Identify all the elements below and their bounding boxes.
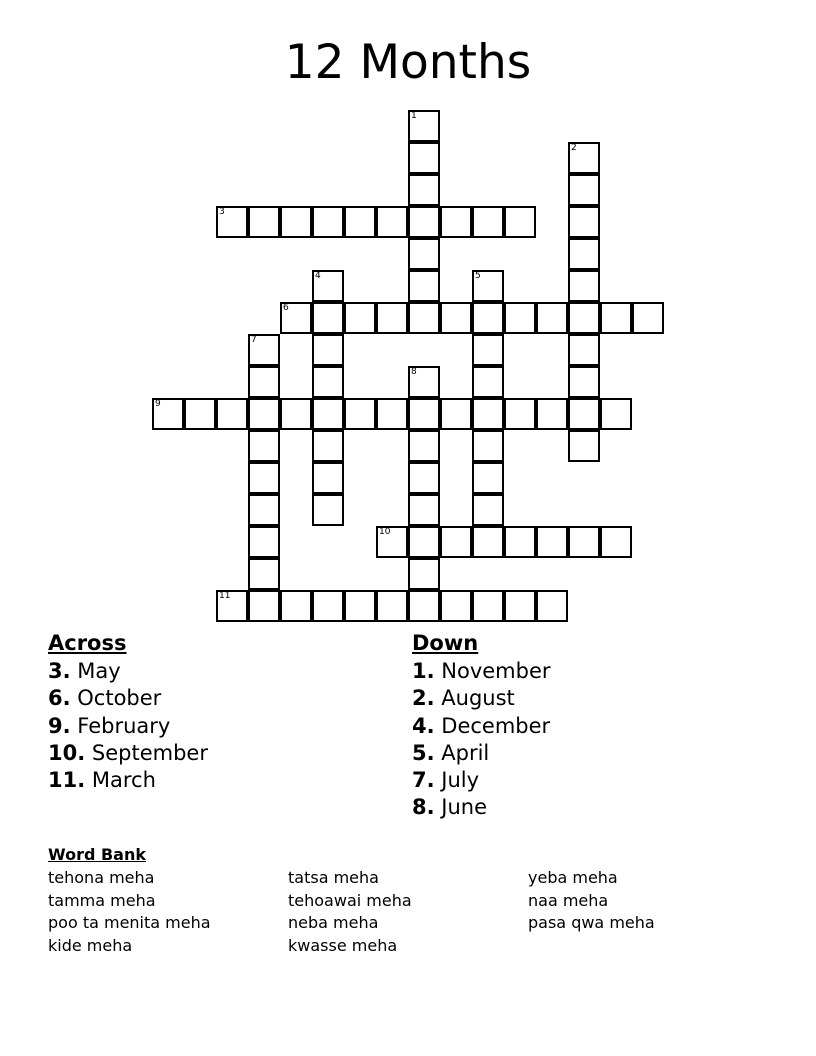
crossword-cell[interactable] — [408, 494, 440, 526]
crossword-cell[interactable] — [312, 302, 344, 334]
crossword-cell[interactable] — [568, 430, 600, 462]
crossword-cell[interactable] — [152, 398, 184, 430]
clue-number: 7 — [251, 335, 257, 345]
crossword-cell[interactable] — [472, 206, 504, 238]
crossword-cell[interactable] — [472, 398, 504, 430]
crossword-cell[interactable] — [504, 206, 536, 238]
crossword-cell[interactable] — [248, 526, 280, 558]
crossword-cell[interactable] — [568, 174, 600, 206]
crossword-cell[interactable] — [536, 302, 568, 334]
crossword-cell[interactable] — [472, 334, 504, 366]
crossword-cell[interactable] — [440, 590, 472, 622]
crossword-cell[interactable] — [344, 590, 376, 622]
word-bank-column — [48, 867, 211, 958]
down-clue — [412, 740, 551, 767]
word-bank-item: pasa qwa meha — [528, 913, 655, 933]
crossword-cell[interactable] — [280, 590, 312, 622]
across-clue — [48, 767, 208, 794]
crossword-cell[interactable] — [376, 206, 408, 238]
crossword-cell[interactable] — [600, 398, 632, 430]
clue-number: 3 — [219, 207, 225, 217]
clue-number-label: 11. — [48, 768, 86, 793]
crossword-cell[interactable] — [632, 302, 664, 334]
word-bank-column — [528, 867, 655, 935]
across-clue — [48, 658, 208, 685]
down-clue — [412, 685, 551, 712]
crossword-cell[interactable] — [472, 462, 504, 494]
down-clue — [412, 767, 551, 794]
crossword-cell[interactable] — [408, 110, 440, 142]
crossword-cell[interactable] — [472, 526, 504, 558]
crossword-cell[interactable] — [408, 398, 440, 430]
crossword-cell[interactable] — [248, 334, 280, 366]
crossword-cell[interactable] — [184, 398, 216, 430]
down-clue — [412, 713, 551, 740]
crossword-cell[interactable] — [600, 302, 632, 334]
crossword-cell[interactable] — [568, 366, 600, 398]
word-bank-item: tatsa meha — [288, 868, 379, 887]
word-bank-item: naa meha — [528, 890, 609, 910]
word-bank-column — [288, 867, 412, 958]
word-bank-item: kide meha — [48, 936, 133, 956]
crossword-cell[interactable] — [568, 526, 600, 558]
crossword-cell[interactable] — [408, 142, 440, 174]
crossword-cell[interactable] — [504, 590, 536, 622]
down-heading: Down — [412, 631, 479, 655]
crossword-cell[interactable] — [376, 398, 408, 430]
crossword-cell[interactable] — [504, 526, 536, 558]
crossword-cell[interactable] — [248, 398, 280, 430]
crossword-cell[interactable] — [568, 270, 600, 302]
clue-number: 9 — [155, 399, 161, 409]
crossword-cell[interactable] — [408, 558, 440, 590]
crossword-cell[interactable] — [440, 526, 472, 558]
word-bank-item: poo ta menita meha — [48, 913, 211, 933]
across-heading: Across — [48, 631, 127, 655]
crossword-cell[interactable] — [408, 430, 440, 462]
clue-text: May — [70, 659, 121, 683]
clue-text: August — [434, 686, 515, 711]
clue-number-label: 9. — [48, 713, 71, 738]
clue-number: 10 — [379, 527, 391, 537]
crossword-cell[interactable] — [408, 238, 440, 270]
crossword-cell[interactable] — [440, 398, 472, 430]
crossword-cell[interactable] — [568, 302, 600, 334]
crossword-cell[interactable] — [312, 206, 344, 238]
across-clue — [48, 685, 208, 712]
crossword-cell[interactable] — [248, 494, 280, 526]
crossword-cell[interactable] — [312, 270, 344, 302]
down-clue-list — [412, 658, 551, 822]
down-clue — [412, 658, 551, 685]
word-bank-item: tamma meha — [48, 890, 156, 910]
crossword-cell[interactable] — [408, 270, 440, 302]
clue-text: December — [434, 713, 551, 738]
clue-number: 1 — [411, 111, 417, 121]
crossword-cell[interactable] — [440, 206, 472, 238]
crossword-cell[interactable] — [248, 206, 280, 238]
crossword-cell[interactable] — [248, 366, 280, 398]
crossword-cell[interactable] — [504, 398, 536, 430]
clue-text: October — [70, 686, 162, 711]
crossword-cell[interactable] — [408, 174, 440, 206]
word-bank-item: neba meha — [288, 913, 379, 933]
crossword-cell[interactable] — [408, 526, 440, 558]
clue-number-label: 2. — [412, 686, 435, 711]
crossword-cell[interactable] — [376, 590, 408, 622]
clue-text: November — [434, 659, 551, 683]
clue-number: 11 — [219, 591, 231, 601]
crossword-cell[interactable] — [280, 302, 312, 334]
word-bank-item: tehoawai meha — [288, 890, 412, 910]
crossword-cell[interactable] — [472, 590, 504, 622]
crossword-cell[interactable] — [312, 366, 344, 398]
crossword-cell[interactable] — [472, 302, 504, 334]
crossword-cell[interactable] — [312, 398, 344, 430]
crossword-cell[interactable] — [536, 590, 568, 622]
clue-number: 6 — [283, 303, 289, 313]
clue-number-label: 5. — [412, 740, 435, 765]
crossword-cell[interactable] — [376, 302, 408, 334]
across-clue — [48, 740, 208, 767]
crossword-cell[interactable] — [504, 302, 536, 334]
clue-number: 5 — [475, 271, 481, 281]
crossword-cell[interactable] — [248, 462, 280, 494]
crossword-cell[interactable] — [248, 558, 280, 590]
clue-number: 4 — [315, 271, 321, 281]
crossword-cell[interactable] — [440, 302, 472, 334]
page-title: 12 Months — [284, 35, 532, 90]
crossword-cell[interactable] — [568, 206, 600, 238]
crossword-cell[interactable] — [248, 590, 280, 622]
down-clue — [412, 794, 551, 821]
clue-number-label: 4. — [412, 713, 435, 738]
crossword-cell[interactable] — [376, 526, 408, 558]
crossword-cell[interactable] — [312, 590, 344, 622]
crossword-cell[interactable] — [344, 206, 376, 238]
crossword-cell[interactable] — [216, 206, 248, 238]
crossword-cell[interactable] — [344, 398, 376, 430]
crossword-cell[interactable] — [536, 398, 568, 430]
crossword-cell[interactable] — [312, 494, 344, 526]
across-clue-list — [48, 658, 208, 794]
word-bank-item: tehona meha — [48, 868, 155, 887]
clue-number: 8 — [411, 367, 417, 377]
word-bank-item: yeba meha — [528, 868, 618, 887]
clue-number-label: 3. — [48, 659, 71, 683]
crossword-cell[interactable] — [472, 366, 504, 398]
crossword-cell[interactable] — [344, 302, 376, 334]
clue-text: September — [85, 740, 208, 765]
crossword-cell[interactable] — [536, 526, 568, 558]
clue-number-label: 1. — [412, 659, 435, 683]
crossword-cell[interactable] — [280, 206, 312, 238]
clue-text: March — [85, 768, 156, 793]
clue-number: 2 — [571, 143, 577, 153]
crossword-cell[interactable] — [568, 238, 600, 270]
clue-number-label: 6. — [48, 686, 71, 711]
crossword-cell[interactable] — [216, 398, 248, 430]
clue-text: July — [434, 768, 480, 793]
crossword-cell[interactable] — [408, 366, 440, 398]
crossword-cell[interactable] — [472, 430, 504, 462]
crossword-cell[interactable] — [600, 526, 632, 558]
clue-text: April — [434, 740, 490, 765]
crossword-cell[interactable] — [408, 206, 440, 238]
word-bank-item: kwasse meha — [288, 936, 398, 956]
crossword-cell[interactable] — [408, 302, 440, 334]
crossword-cell[interactable] — [472, 494, 504, 526]
clue-number-label: 8. — [412, 795, 435, 820]
clue-text: February — [70, 713, 171, 738]
clue-text: June — [434, 795, 488, 820]
crossword-cell[interactable] — [408, 590, 440, 622]
clue-number-label: 7. — [412, 768, 435, 793]
crossword-cell[interactable] — [280, 398, 312, 430]
crossword-cell[interactable] — [312, 334, 344, 366]
crossword-cell[interactable] — [312, 462, 344, 494]
crossword-cell[interactable] — [568, 398, 600, 430]
crossword-cell[interactable] — [568, 334, 600, 366]
word-bank-heading: Word Bank — [48, 845, 147, 864]
clue-number-label: 10. — [48, 740, 86, 765]
across-clue — [48, 713, 208, 740]
crossword-cell[interactable] — [248, 430, 280, 462]
crossword-cell[interactable] — [408, 462, 440, 494]
crossword-cell[interactable] — [312, 430, 344, 462]
crossword-cell[interactable] — [568, 142, 600, 174]
crossword-cell[interactable] — [216, 590, 248, 622]
crossword-cell[interactable] — [472, 270, 504, 302]
